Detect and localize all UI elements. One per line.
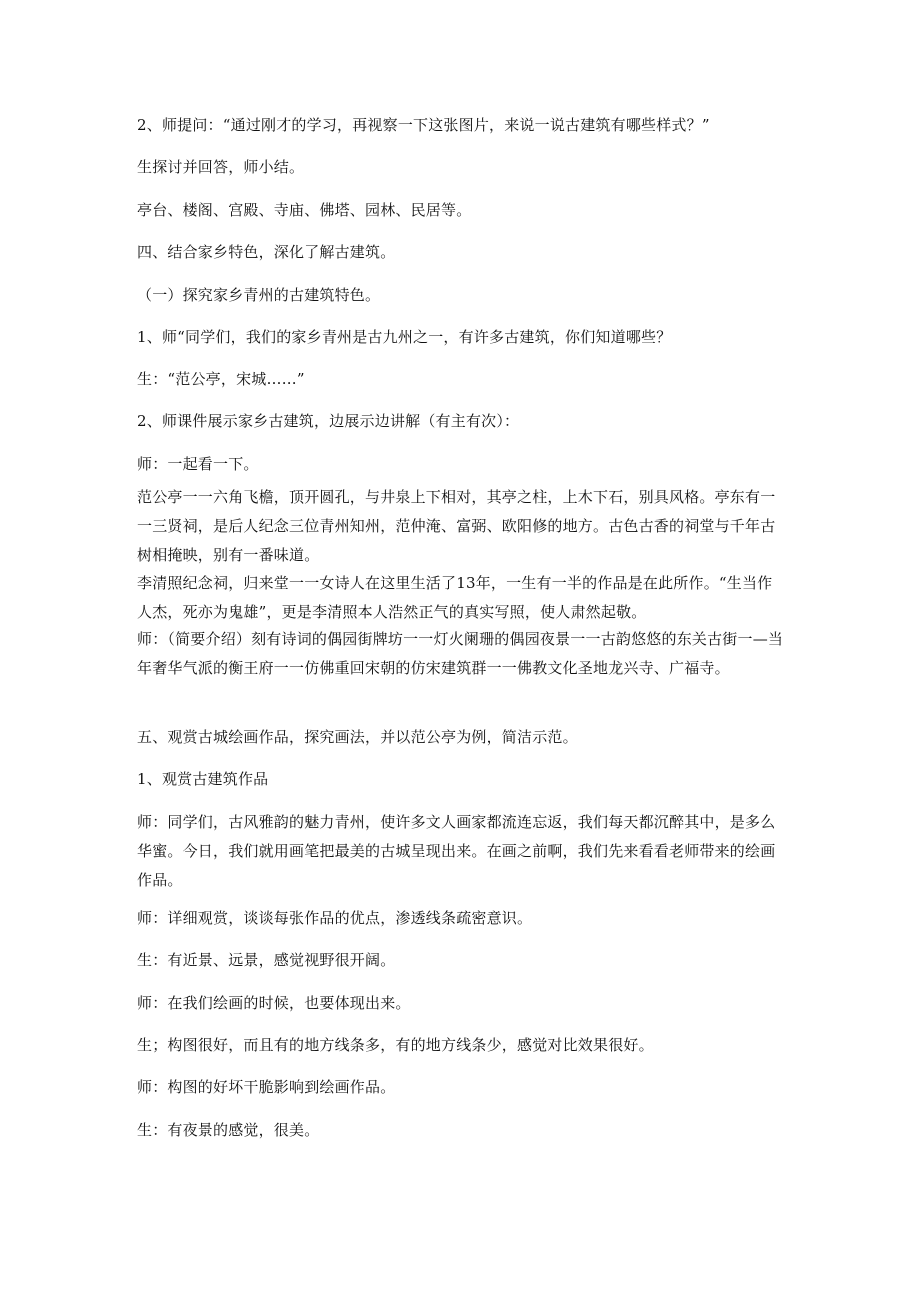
paragraph-look-together: 师：一起看一下。 [137, 455, 259, 473]
paragraph-teacher-observe: 师：详细观赏，谈谈每张作品的优点，渗透线条疏密意识。 [137, 909, 533, 927]
subsection-heading-appreciate: 1、观赏古建筑作品 [137, 770, 269, 788]
paragraph-liqingzhao: 李清照纪念祠，归来堂一一女诗人在这里生活了13年，一生有一半的作品是在此所作。“生当作人杰，死亦为鬼雄”，更是李清照本人浩然正气的真实写照，使人肃然起敬。 [137, 574, 773, 621]
paragraph-teacher-reflect: 师：在我们绘画的时候，也要体现出来。 [137, 994, 411, 1012]
paragraph-student-discuss: 生探讨并回答，师小结。 [137, 158, 305, 176]
paragraph-student-composition: 生；构图很好，而且有的地方线条多，有的地方线条少，感觉对比效果很好。 [137, 1036, 654, 1054]
paragraph-student-night: 生：有夜景的感觉，很美。 [137, 1121, 320, 1139]
subsection-heading-one: （一）探究家乡青州的古建筑特色。 [137, 286, 381, 304]
section-heading-four: 四、结合家乡特色，深化了解古建筑。 [137, 243, 396, 261]
paragraph-question-styles: 2、师提问：“通过刚才的学习，再视察一下这张图片，来说一说古建筑有哪些样式？” [137, 116, 710, 134]
paragraph-building-types: 亭台、楼阁、宫殿、寺庙、佛塔、园林、民居等。 [137, 201, 472, 219]
paragraph-teacher-question: 1、师“同学们，我们的家乡青州是古九州之一，有许多古建筑，你们知道哪些？ [137, 328, 672, 346]
paragraph-student-answer: 生：“范公亭，宋城……” [137, 370, 305, 388]
paragraph-teacher-intro-works: 师：同学们，古风雅韵的魅力青州，使许多文人画家都流连忘返，我们每天都沉醉其中，是多么华蜜。今日，我们就用画笔把最美的古城呈现出来。在画之前啊，我们先来看看老师带来的绘画作品。 [137, 813, 776, 889]
paragraph-student-view: 生：有近景、远景，感觉视野很开阔。 [137, 951, 396, 969]
paragraph-fangongting: 范公亭一一六角飞檐，顶开圆孔，与井泉上下相对，其亭之柱，上木下石，别具风格。亭东有一一三贤祠，是后人纪念三位青州知州，范仲淹、富弼、欧阳修的地方。古色古香的祠堂与千年古树相掩映，别有一番味道。 [137, 488, 776, 564]
paragraph-courseware: 2、师课件展示家乡古建筑，边展示边讲解（有主有次）： [137, 412, 520, 430]
paragraph-teacher-composition: 师：构图的好坏干脆影响到绘画作品。 [137, 1078, 396, 1096]
section-heading-five: 五、观赏古城绘画作品，探究画法，并以范公亭为例，简洁示范。 [137, 728, 578, 746]
paragraph-brief-intro: 师：（简要介绍）刻有诗词的偶园街牌坊一一灯火阑珊的偶园夜景一一古韵悠悠的东关古街一—当年奢华气派的衡王府一一仿佛重回宋朝的仿宋建筑群一一佛教文化圣地龙兴寺、广福寺。 [137, 630, 784, 677]
